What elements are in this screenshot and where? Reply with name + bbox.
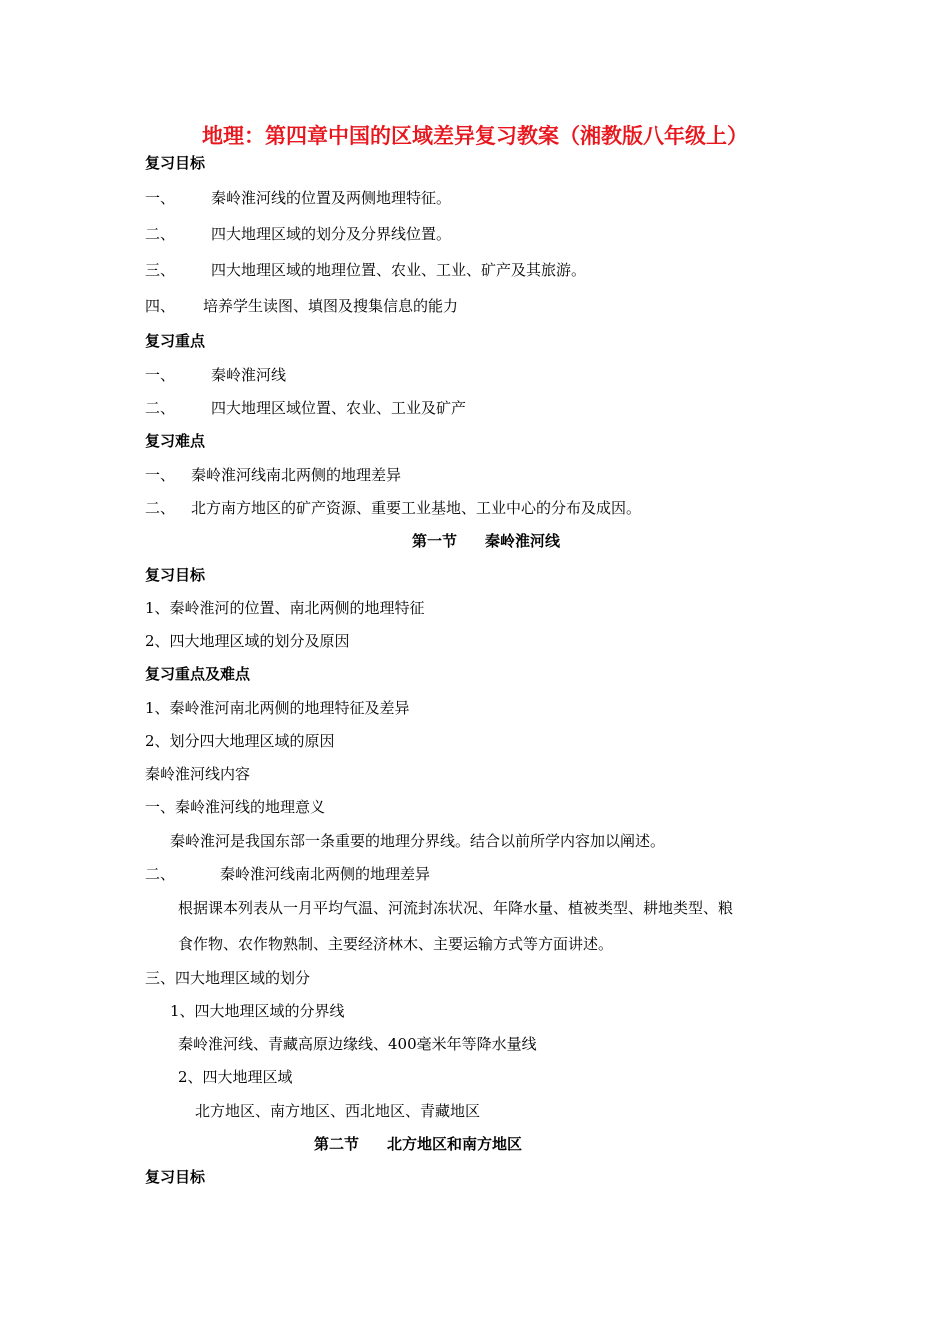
section-heading-2: 第二节 北方地区和南方地区 (314, 1135, 523, 1153)
heading-review-goals: 复习目标 (145, 154, 206, 172)
content-paragraph: 食作物、农作物熟制、主要经济林木、主要运输方式等方面讲述。 (178, 935, 614, 953)
list-item: 三、 四大地理区域的地理位置、农业、工业、矿产及其旅游。 (145, 261, 587, 279)
content-item: 一、秦岭淮河线的地理意义 (145, 798, 326, 816)
content-paragraph: 根据课本列表从一月平均气温、河流封冻状况、年降水量、植被类型、耕地类型、粮 (178, 899, 734, 917)
content-item: 三、四大地理区域的划分 (145, 969, 311, 987)
heading-review-goals: 复习目标 (145, 566, 206, 584)
list-item: 二、 四大地理区域的划分及分界线位置。 (145, 225, 452, 243)
list-item: 一、 秦岭淮河线的位置及两侧地理特征。 (145, 189, 452, 207)
heading-review-difficulties: 复习难点 (145, 432, 206, 450)
content-item: 二、 秦岭淮河线南北两侧的地理差异 (145, 865, 431, 883)
list-item: 1、秦岭淮河南北两侧的地理特征及差异 (145, 699, 410, 717)
heading-review-goals: 复习目标 (145, 1168, 206, 1186)
list-item: 二、 四大地理区域位置、农业、工业及矿产 (145, 399, 467, 417)
content-heading: 秦岭淮河线内容 (145, 765, 251, 783)
content-subitem: 2、四大地理区域 (178, 1068, 293, 1086)
list-item: 一、 秦岭淮河线南北两侧的地理差异 (145, 466, 402, 484)
list-item: 二、 北方南方地区的矿产资源、重要工业基地、工业中心的分布及成因。 (145, 499, 642, 517)
list-item: 四、 培养学生读图、填图及搜集信息的能力 (145, 297, 459, 315)
content-paragraph: 北方地区、南方地区、西北地区、青藏地区 (195, 1102, 481, 1120)
content-paragraph: 秦岭淮河线、青藏高原边缘线、400毫米年等降水量线 (178, 1035, 537, 1053)
list-item: 1、秦岭淮河的位置、南北两侧的地理特征 (145, 599, 425, 617)
content-subitem: 1、四大地理区域的分界线 (170, 1002, 345, 1020)
list-item: 2、四大地理区域的划分及原因 (145, 632, 350, 650)
content-paragraph: 秦岭淮河是我国东部一条重要的地理分界线。结合以前所学内容加以阐述。 (170, 832, 666, 850)
heading-review-key-points: 复习重点 (145, 332, 206, 350)
list-item: 一、 秦岭淮河线 (145, 366, 287, 384)
document-title: 地理：第四章中国的区域差异复习教案（湘教版八年级上） (202, 124, 748, 148)
section-heading-1: 第一节 秦岭淮河线 (412, 532, 561, 550)
list-item: 2、划分四大地理区域的原因 (145, 732, 335, 750)
heading-key-and-difficult: 复习重点及难点 (145, 665, 251, 683)
